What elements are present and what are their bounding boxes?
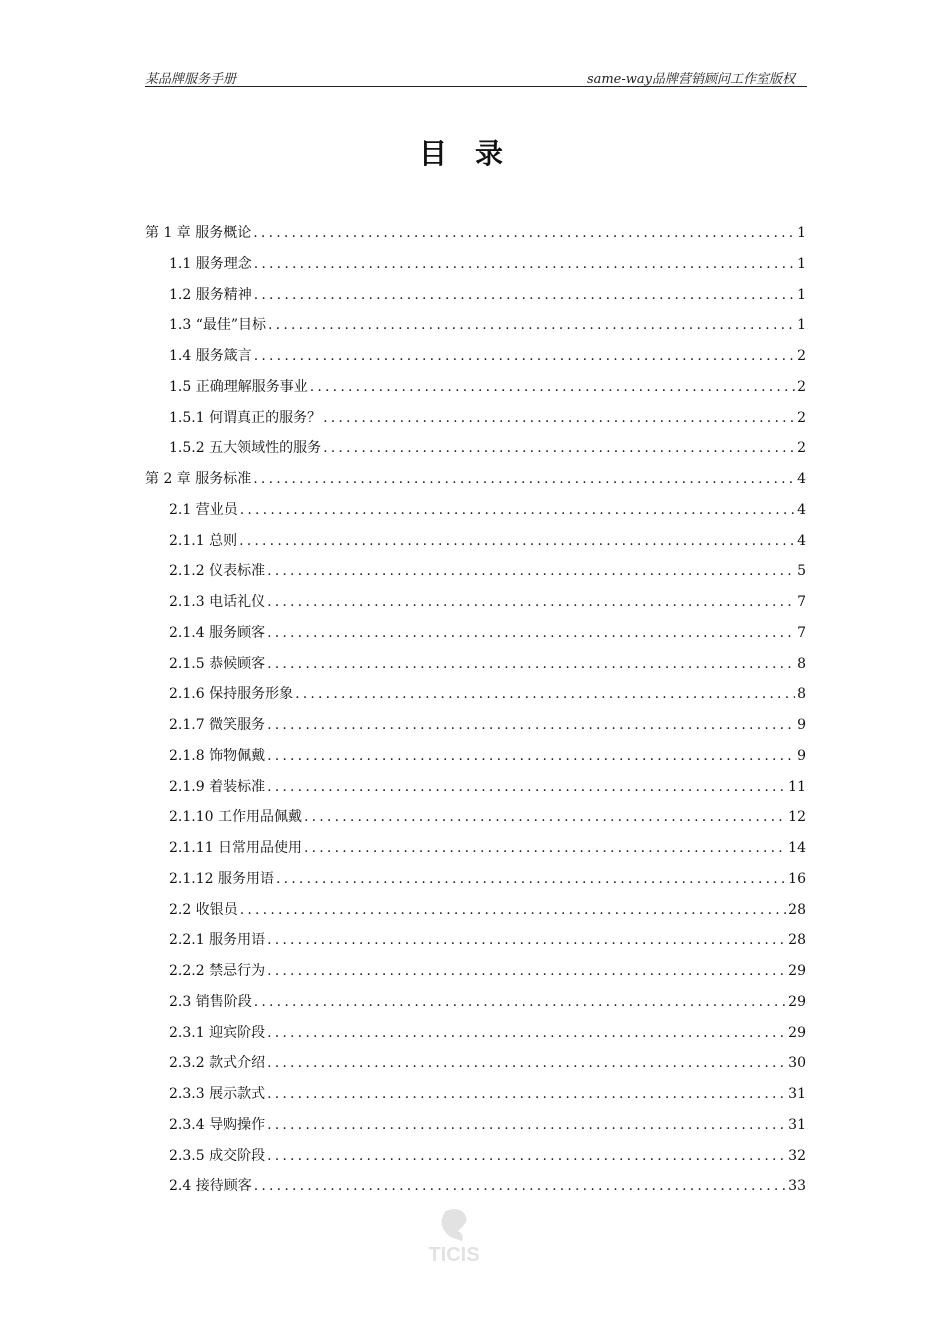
header-right-text: same-way品牌营销顾问工作室版权 [586, 72, 795, 87]
toc-entry-label: 2.3.4 导购操作 [169, 1116, 266, 1133]
toc-leader-dots [267, 594, 795, 610]
toc-entry-label: 2.1.7 微笑服务 [169, 717, 266, 733]
toc-entry-label: 2.2 收银员 [169, 901, 238, 918]
page-header [145, 66, 807, 87]
toc-entry[interactable] [169, 868, 806, 894]
toc-leader-dots [254, 287, 795, 303]
toc-entry-label: 2.1.8 饰物佩戴 [169, 747, 266, 764]
toc-entry-page-number: 4 [797, 471, 806, 487]
toc-leader-dots [254, 1178, 786, 1194]
toc-entry-page-number: 29 [788, 993, 806, 1010]
toc-entry-page-number: 1 [797, 286, 806, 303]
toc-entry[interactable] [169, 714, 806, 740]
toc-entry[interactable] [169, 560, 806, 586]
toc-leader-dots [254, 256, 795, 272]
page-title: 目录 [418, 137, 531, 170]
toc-entry[interactable] [169, 1052, 806, 1078]
toc-entry-page-number: 2 [797, 440, 806, 457]
toc-entry-label: 2.1.5 恭候顾客 [169, 655, 266, 672]
toc-entry-label: 2.4 接待顾客 [169, 1178, 252, 1195]
toc-entry[interactable] [169, 806, 806, 832]
toc-leader-dots [267, 717, 795, 733]
toc-entry-label: 1.5.2 五大领域性的服务 [169, 440, 322, 457]
horse-logo-icon [441, 1209, 466, 1241]
toc-entry-page-number: 31 [788, 1116, 806, 1133]
toc-entry[interactable] [169, 499, 806, 525]
toc-leader-dots [253, 225, 795, 241]
toc-entry-label: 1.4 服务箴言 [169, 348, 252, 364]
toc-entry-page-number: 32 [788, 1147, 806, 1164]
toc-entry-label: 第 2 章 服务标准 [145, 471, 252, 487]
toc-leader-dots [267, 1025, 786, 1041]
toc-leader-dots [240, 502, 795, 518]
toc-entry-label: 2.2.2 禁忌行为 [169, 963, 266, 979]
toc-entry-label: 2.1.9 着装标准 [169, 778, 266, 795]
toc-entry[interactable] [169, 253, 806, 279]
toc-entry[interactable] [169, 437, 806, 463]
toc-entry-label: 2.1.1 总则 [169, 532, 238, 549]
toc-entry-label: 2.2.1 服务用语 [169, 932, 266, 949]
toc-leader-dots [323, 440, 795, 456]
toc-entry-label: 2.1.3 电话礼仪 [169, 594, 266, 610]
toc-entry-label: 2.3.1 迎宾阶段 [169, 1024, 266, 1041]
toc-entry-page-number: 2 [797, 378, 806, 395]
toc-entry-page-number: 5 [797, 563, 806, 580]
toc-entry-label: 2.1.2 仪表标准 [169, 563, 266, 580]
header-left-text: 某品牌服务手册 [145, 72, 237, 87]
toc-entry[interactable] [169, 1145, 806, 1171]
toc-entry[interactable] [169, 683, 806, 709]
toc-leader-dots [304, 809, 786, 825]
toc-leader-dots [267, 563, 795, 579]
toc-entry[interactable] [169, 1114, 806, 1140]
toc-entry[interactable] [169, 407, 806, 433]
toc-entry[interactable] [169, 284, 806, 310]
toc-entry-page-number: 9 [797, 747, 806, 764]
toc-leader-dots [254, 994, 786, 1010]
toc-entry-page-number: 2 [797, 348, 806, 364]
toc-entry-page-number: 11 [788, 778, 806, 795]
toc-leader-dots [267, 1148, 786, 1164]
toc-entry-page-number: 33 [788, 1178, 806, 1195]
toc-entry[interactable] [169, 376, 806, 402]
toc-entry-label: 1.2 服务精神 [169, 286, 252, 303]
toc-entry[interactable] [169, 591, 806, 617]
toc-leader-dots [254, 348, 795, 364]
toc-entry-page-number: 8 [797, 686, 806, 703]
toc-entry[interactable] [169, 622, 806, 648]
toc-leader-dots [267, 963, 786, 979]
toc-entry-label: 2.1.4 服务顾客 [169, 624, 266, 641]
toc-entry-page-number: 9 [797, 717, 806, 733]
toc-entry[interactable] [169, 345, 806, 371]
toc-entry-page-number: 7 [797, 594, 806, 610]
toc-leader-dots [267, 1117, 786, 1133]
toc-entry-page-number: 8 [797, 655, 806, 672]
toc-entry-label: 1.3 “最佳”目标 [169, 317, 267, 334]
toc-leader-dots [267, 748, 795, 764]
toc-entry[interactable] [169, 837, 806, 863]
toc-entry[interactable] [169, 1083, 806, 1109]
toc-entry-label: 1.1 服务理念 [169, 255, 252, 272]
toc-entry-label: 1.5 正确理解服务事业 [169, 378, 308, 395]
toc-entry[interactable] [169, 1175, 806, 1201]
toc-entry[interactable] [145, 222, 806, 248]
toc-leader-dots [267, 625, 795, 641]
toc-entry-label: 2.3.2 款式介绍 [169, 1055, 266, 1072]
toc-leader-dots [267, 656, 795, 672]
toc-entry-label: 2.1 营业员 [169, 501, 238, 518]
toc-leader-dots [267, 1055, 786, 1071]
toc-entry-label: 2.3 销售阶段 [169, 993, 252, 1010]
toc-leader-dots [267, 779, 786, 795]
toc-entry[interactable] [169, 1022, 806, 1048]
toc-entry[interactable] [169, 314, 806, 340]
toc-entry-page-number: 4 [797, 532, 806, 549]
toc-entry-label: 2.1.6 保持服务形象 [169, 686, 294, 703]
toc-entry-page-number: 1 [797, 317, 806, 334]
toc-leader-dots [276, 871, 786, 887]
toc-entry-label: 2.1.10 工作用品佩戴 [169, 809, 302, 826]
toc-entry[interactable] [169, 960, 806, 986]
toc-entry-page-number: 1 [797, 255, 806, 272]
toc-entry-page-number: 28 [788, 932, 806, 949]
toc-entry[interactable] [145, 468, 806, 494]
toc-entry-label: 2.3.3 展示款式 [169, 1086, 266, 1102]
toc-entry[interactable] [169, 530, 806, 556]
toc-entry-page-number: 29 [788, 1024, 806, 1041]
toc-entry[interactable] [169, 653, 806, 679]
toc-leader-dots [268, 317, 795, 333]
toc-entry-page-number: 14 [788, 840, 806, 856]
watermark-text: TICIS [428, 1244, 480, 1266]
toc-leader-dots [295, 686, 795, 702]
toc-leader-dots [253, 471, 795, 487]
toc-entry-page-number: 28 [788, 901, 806, 918]
toc-entry-page-number: 1 [797, 225, 806, 241]
toc-entry[interactable] [169, 745, 806, 771]
toc-entry-page-number: 2 [797, 409, 806, 426]
toc-entry[interactable] [169, 899, 806, 925]
toc-leader-dots [240, 902, 786, 918]
toc-entry-label: 2.3.5 成交阶段 [169, 1147, 266, 1164]
toc-leader-dots [304, 840, 786, 856]
toc-entry-page-number: 31 [788, 1086, 806, 1102]
toc-leader-dots [267, 932, 786, 948]
toc-leader-dots [239, 533, 795, 549]
toc-entry[interactable] [169, 991, 806, 1017]
toc-entry-label: 第 1 章 服务概论 [145, 225, 252, 241]
toc-leader-dots [267, 1086, 786, 1102]
toc-entry-page-number: 16 [788, 870, 806, 887]
toc-entry-page-number: 29 [788, 963, 806, 979]
toc-entry-label: 2.1.11 日常用品使用 [169, 840, 302, 856]
toc-entry-label: 2.1.12 服务用语 [169, 870, 274, 887]
toc-leader-dots [323, 410, 795, 426]
toc-leader-dots [310, 379, 795, 395]
toc-entry-page-number: 30 [788, 1055, 806, 1072]
toc-entry[interactable] [169, 776, 806, 802]
toc-entry-page-number: 7 [797, 624, 806, 641]
watermark-logo [416, 1205, 492, 1275]
toc-entry-page-number: 12 [788, 809, 806, 826]
toc-entry-page-number: 4 [797, 501, 806, 518]
toc-entry-label: 1.5.1 何谓真正的服务？ [169, 409, 322, 426]
toc-entry[interactable] [169, 929, 806, 955]
